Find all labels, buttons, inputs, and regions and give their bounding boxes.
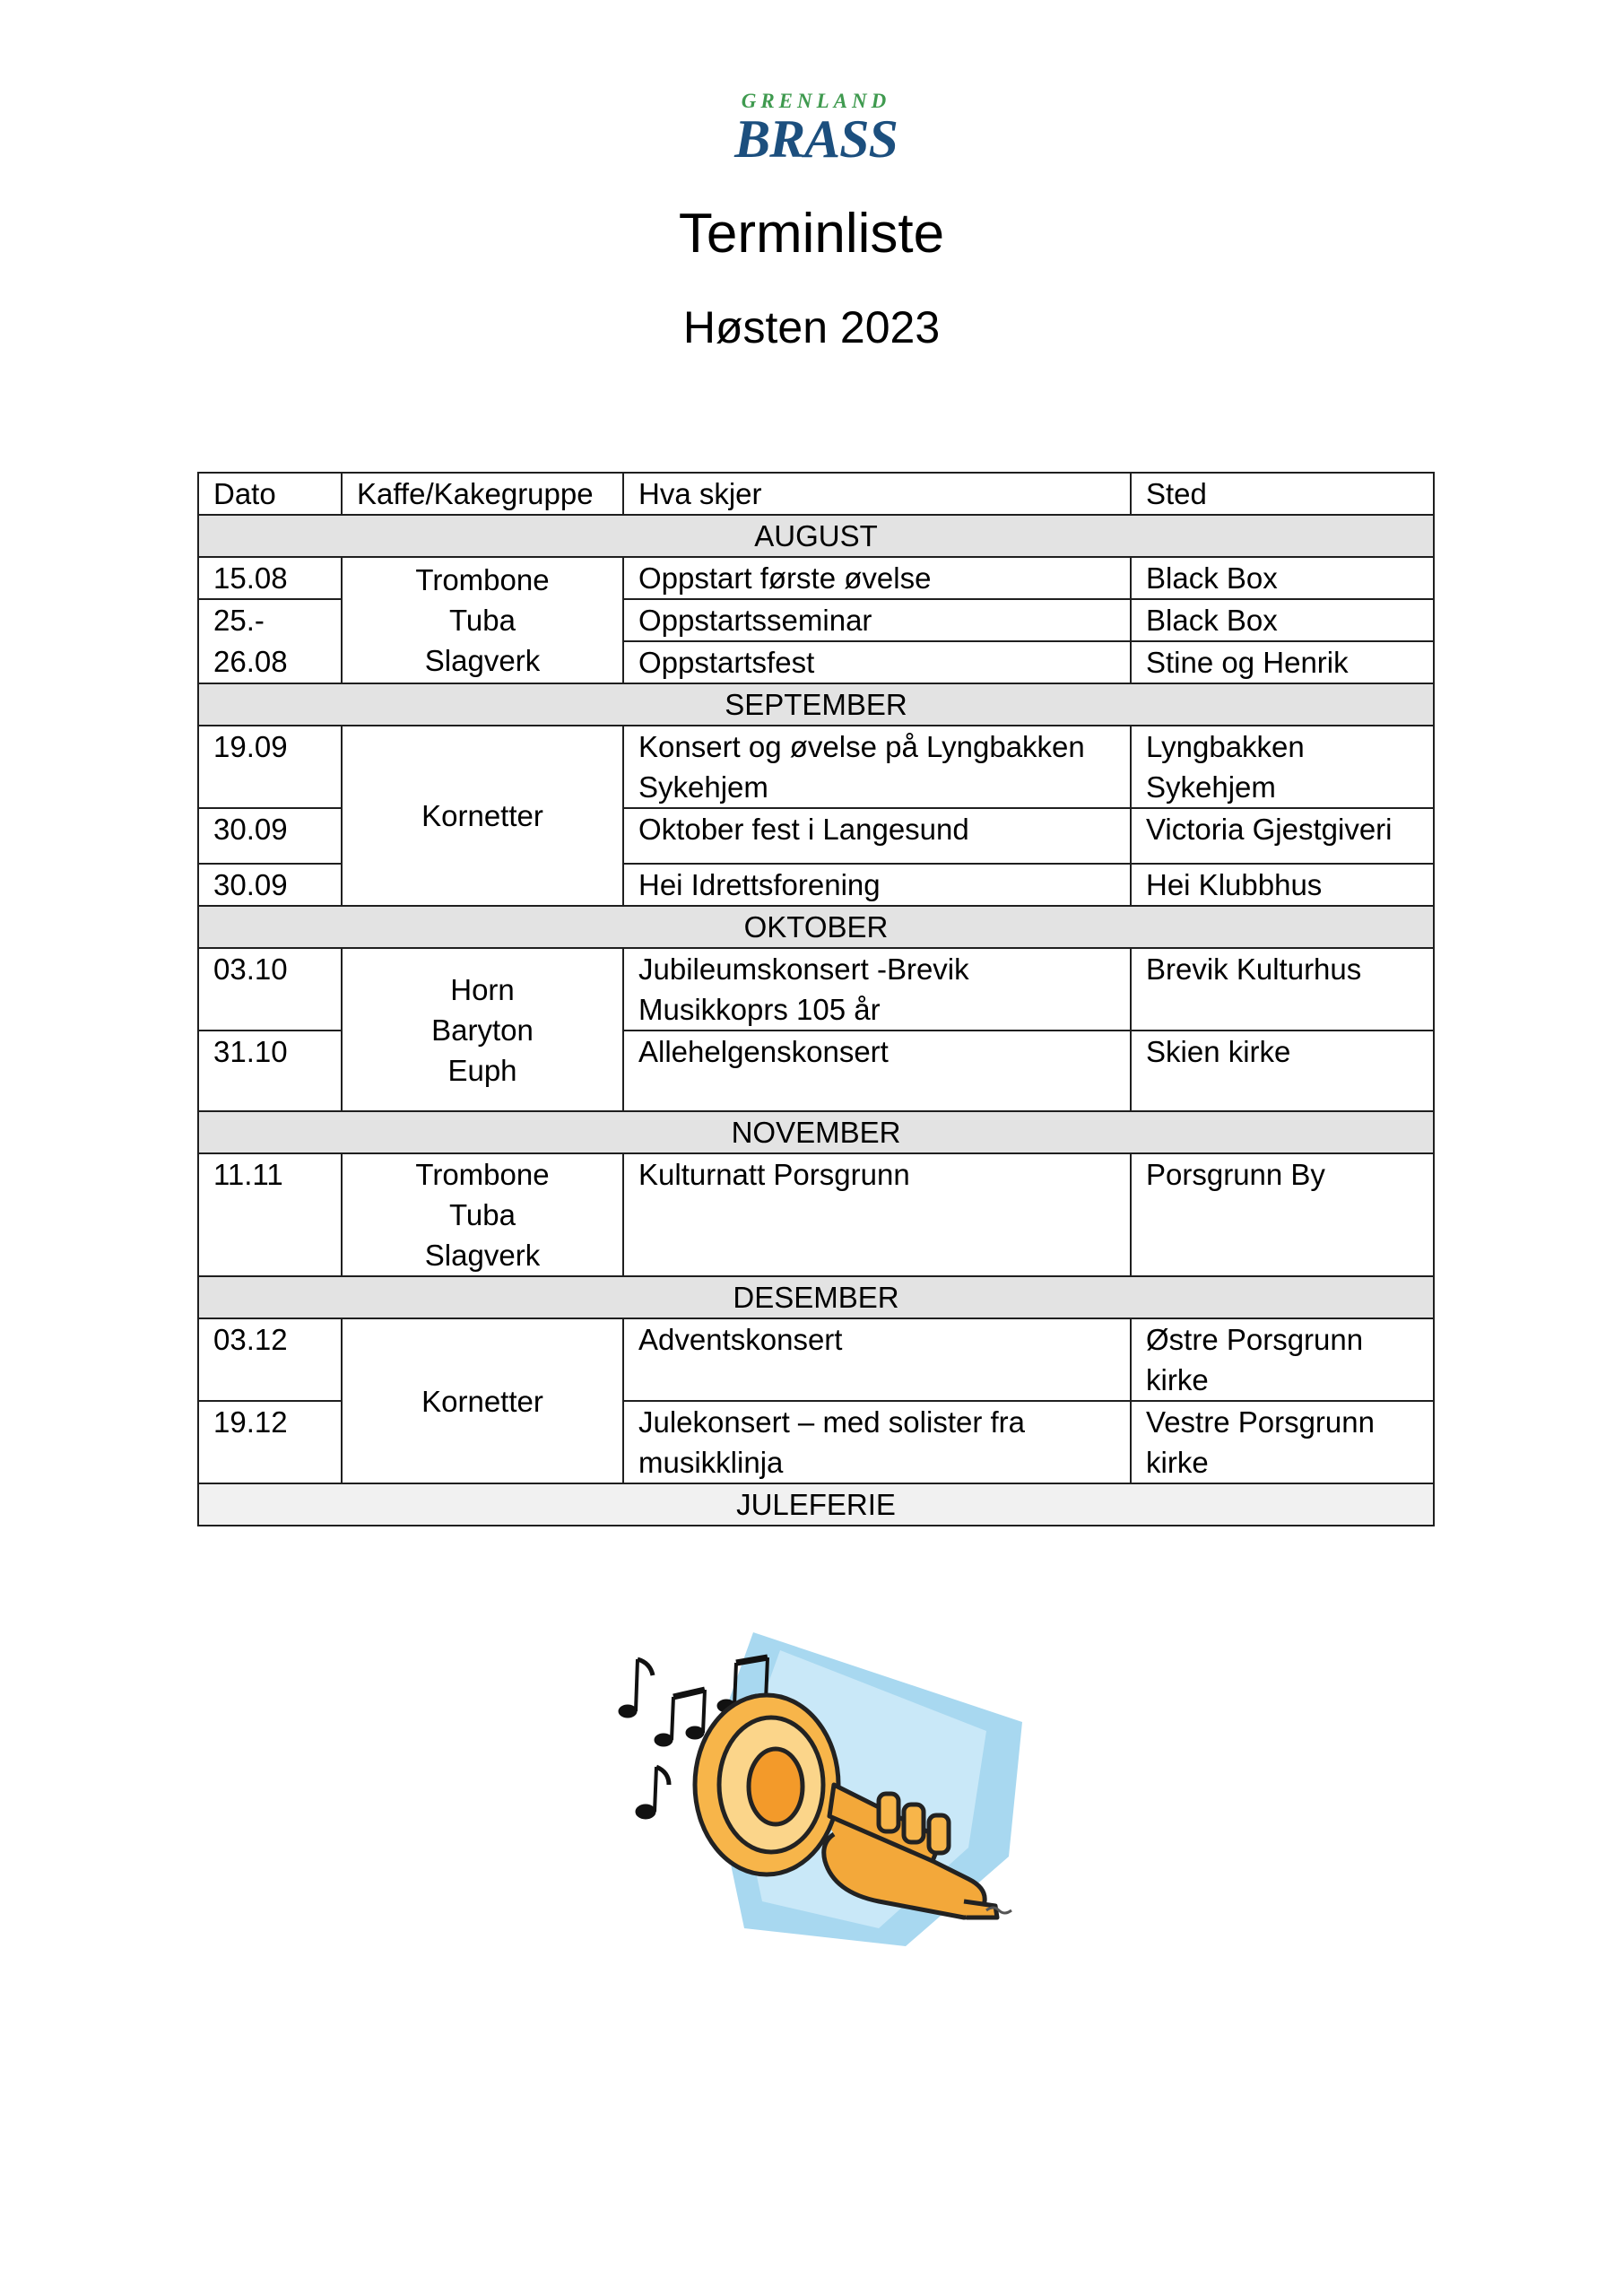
dato-cell: 19.12 <box>198 1401 342 1483</box>
month-label: AUGUST <box>198 515 1434 557</box>
dato-cell: 15.08 <box>198 557 342 599</box>
hva-line: Julekonsert – med solister fra <box>638 1405 1026 1439</box>
group-line: Kornetter <box>421 1384 543 1418</box>
sted-cell: Porsgrunn By <box>1131 1153 1434 1276</box>
sted-cell <box>1131 726 1434 808</box>
hva-cell: Oppstart første øvelse <box>623 557 1131 599</box>
grenland-brass-logo <box>722 90 910 170</box>
sted-line: kirke <box>1146 1363 1209 1396</box>
page-subtitle: Høsten 2023 <box>682 302 941 352</box>
dato-cell: 19.09 <box>198 726 342 808</box>
sted-cell: Hei Klubbhus <box>1131 864 1434 906</box>
hva-cell <box>623 948 1131 1031</box>
month-row-november <box>198 1111 1434 1153</box>
table-row <box>198 948 1434 1031</box>
month-row-august <box>198 515 1434 557</box>
hva-line: Musikkoprs 105 år <box>638 993 881 1026</box>
hva-line: Jubileumskonsert -Brevik <box>638 952 969 986</box>
dato-cell: 31.10 <box>198 1031 342 1111</box>
group-line: Slagverk <box>424 644 541 677</box>
group-line: Slagverk <box>424 1239 541 1272</box>
month-label: JULEFERIE <box>198 1483 1434 1526</box>
table-row <box>198 726 1434 808</box>
logo-main-text: BRASS <box>734 109 898 169</box>
page-title: Terminliste <box>678 203 945 265</box>
hva-cell <box>623 1401 1131 1483</box>
month-label: OKTOBER <box>198 906 1434 948</box>
hva-cell: Oktober fest i Langesund <box>623 808 1131 864</box>
sted-line: kirke <box>1146 1446 1209 1479</box>
header-hva: Hva skjer <box>623 473 1131 515</box>
kaffe-group-cell <box>342 726 623 906</box>
group-line: Trombone <box>415 563 550 596</box>
trumpet-icon <box>610 1632 1022 1955</box>
table-row <box>198 1318 1434 1401</box>
header-dato: Dato <box>198 473 342 515</box>
sted-line: Østre Porsgrunn <box>1146 1323 1364 1356</box>
dato-cell: 30.09 <box>198 864 342 906</box>
sted-cell: Black Box <box>1131 599 1434 641</box>
sted-cell <box>1131 1318 1434 1401</box>
header-kaffe: Kaffe/Kakegruppe <box>342 473 623 515</box>
month-row-oktober <box>198 906 1434 948</box>
kaffe-group-cell <box>342 1153 623 1276</box>
kaffe-group-cell <box>342 948 623 1111</box>
sted-line: Sykehjem <box>1146 770 1276 804</box>
kaffe-group-cell <box>342 1318 623 1483</box>
group-line: Trombone <box>415 1158 550 1191</box>
month-row-september <box>198 683 1434 726</box>
dato-cell: 26.08 <box>198 641 342 683</box>
schedule-table <box>197 472 1435 1526</box>
sted-cell: Skien kirke <box>1131 1031 1434 1111</box>
group-line: Tuba <box>449 604 516 637</box>
month-row-desember <box>198 1276 1434 1318</box>
hva-cell: Oppstartsfest <box>623 641 1131 683</box>
table-row <box>198 1153 1434 1276</box>
hva-line: Konsert og øvelse på Lyngbakken <box>638 730 1085 763</box>
month-row-juleferie <box>198 1483 1434 1526</box>
sted-line: Vestre Porsgrunn <box>1146 1405 1375 1439</box>
hva-cell: Kulturnatt Porsgrunn <box>623 1153 1131 1276</box>
hva-cell <box>623 726 1131 808</box>
hva-cell: Adventskonsert <box>623 1318 1131 1401</box>
dato-cell: 03.12 <box>198 1318 342 1401</box>
month-label: NOVEMBER <box>198 1111 1434 1153</box>
hva-cell: Hei Idrettsforening <box>623 864 1131 906</box>
hva-cell: Oppstartsseminar <box>623 599 1131 641</box>
group-line: Baryton <box>431 1013 534 1047</box>
month-label: DESEMBER <box>198 1276 1434 1318</box>
header-sted: Sted <box>1131 473 1434 515</box>
dato-cell: 30.09 <box>198 808 342 864</box>
sted-cell <box>1131 1401 1434 1483</box>
hva-line: musikklinja <box>638 1446 784 1479</box>
kaffe-group-cell <box>342 557 623 683</box>
hva-line: Sykehjem <box>638 770 768 804</box>
dato-cell: 11.11 <box>198 1153 342 1276</box>
table-header-row <box>198 473 1434 515</box>
group-line: Kornetter <box>421 799 543 832</box>
group-line: Euph <box>447 1053 517 1087</box>
sted-cell: Brevik Kulturhus <box>1131 948 1434 1031</box>
dato-cell: 03.10 <box>198 948 342 1031</box>
group-line: Horn <box>450 972 515 1006</box>
table-row <box>198 557 1434 599</box>
hva-cell: Allehelgenskonsert <box>623 1031 1131 1111</box>
group-line: Tuba <box>449 1198 516 1231</box>
sted-cell: Black Box <box>1131 557 1434 599</box>
sted-cell: Victoria Gjestgiveri <box>1131 808 1434 864</box>
sted-line: Lyngbakken <box>1146 730 1305 763</box>
sted-cell: Stine og Henrik <box>1131 641 1434 683</box>
dato-cell: 25.- <box>198 599 342 641</box>
month-label: SEPTEMBER <box>198 683 1434 726</box>
logo-top-text: GRENLAND <box>741 90 891 112</box>
